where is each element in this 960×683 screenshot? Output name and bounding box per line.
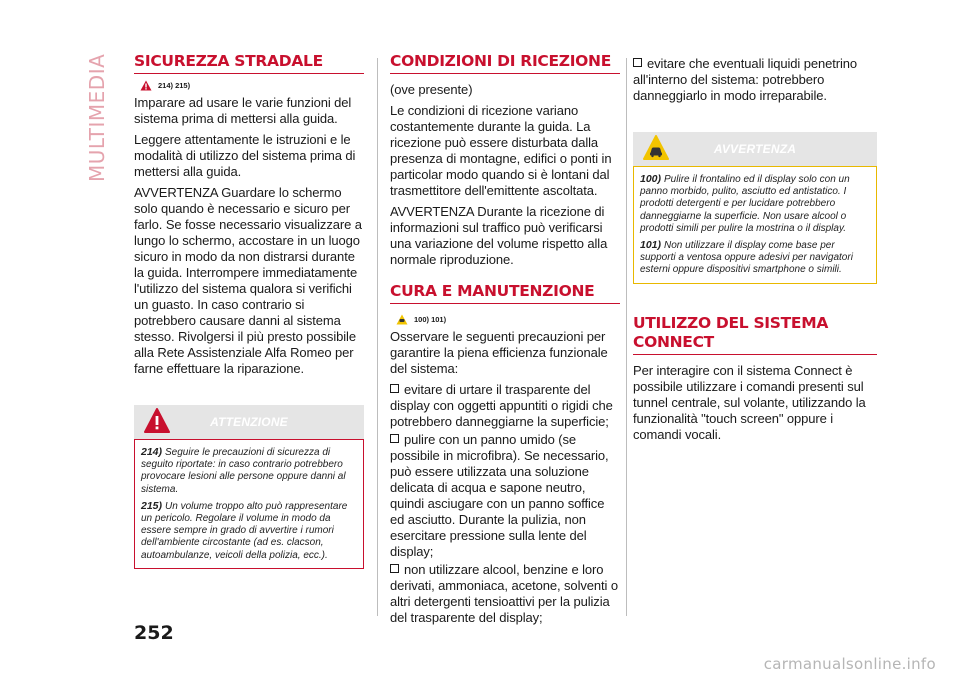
paragraph: Leggere attentamente le istruzioni e le modalità di utilizzo del sistema prima di mettersi alla guida. <box>134 132 356 179</box>
heading-reception-conditions: CONDIZIONI DI RICEZIONE <box>390 52 620 74</box>
heading-care-maintenance: CURA E MANUTENZIONE <box>390 282 620 304</box>
paragraph: AVVERTENZA Guardare lo schermo solo quando è necessario e sicuro per farlo. Se fosse necessario visualizzare a lungo lo schermo, accostare in un luogo sicuro in modo da non distrarsi durante la guida. Interrompere immediatamente l'utilizzo del sistema qualora si verifichi un guasto. In caso contrario si potrebbero causare danni al sistema stesso. Rivolgersi il più presto possibile alla Rete Assistenziale Alfa Romeo per farne effettuare la riparazione. <box>134 185 362 376</box>
ref-numbers: 100) 101) <box>414 315 447 324</box>
notice-item-number: 101) <box>640 239 662 252</box>
warning-item-number: 215) <box>141 499 163 512</box>
bullet-item <box>633 56 877 104</box>
bullet-item <box>390 382 620 430</box>
warning-item-text: Seguire le precauzioni di sicurezza di seguito riportate: in caso contrario potrebbero provocare lesioni alle persone oppure danni al sistema. <box>141 447 346 495</box>
bullet-square-icon <box>390 564 399 573</box>
notice-box-header <box>633 132 877 166</box>
car-warning-icon <box>396 314 408 325</box>
notice-item <box>640 239 868 277</box>
bullet-text: evitare che eventuali liquidi penetrino all'interno del sistema: potrebbero danneggiarlo in modo irreparabile. <box>633 56 858 103</box>
notice-item-text: Non utilizzare il display come base per supporti a ventosa oppure adesivi per navigatori esterni oppure dispositivi smartphone o simili. <box>640 240 853 276</box>
ref-numbers: 214) 215) <box>158 81 191 90</box>
column-connect <box>633 52 877 448</box>
warning-triangle-icon <box>140 80 152 91</box>
paragraph: Le condizioni di ricezione variano costantemente durante la guida. La ricezione può essere disturbata dalla presenza di montagne, edifici o ponti in particolar modo quando si è lontani dal trasmettitore dell'emittente ascoltata. <box>390 103 612 198</box>
paragraph: Imparare ad usare le varie funzioni del sistema prima di mettersi alla guida. <box>134 95 352 126</box>
ref-markers <box>140 80 364 91</box>
paragraph: (ove presente) <box>390 82 473 97</box>
warning-item-text: Un volume troppo alto può rappresentare un pericolo. Regolare il volume in modo da essere sempre in grado di avvertire i rumori dell'ambiente circostante (ad es. clacson, autoambulanze, veicoli della polizia, ecc.). <box>141 500 348 561</box>
warning-item <box>141 500 355 562</box>
bullet-item <box>390 562 620 626</box>
paragraph: Per interagire con il sistema Connect è possibile utilizzare i comandi presenti sul tunnel centrale, sul volante, utilizzando la funzionalità "touch screen" oppure i comandi vocali. <box>633 362 866 442</box>
notice-box-title: AVVERTENZA <box>713 142 797 156</box>
warning-item-number: 214) <box>141 446 163 458</box>
paragraph: Osservare le seguenti precauzioni per garantire la piena efficienza funzionale del sistema: <box>390 329 608 376</box>
side-tab-label: MULTIMEDIA <box>85 53 109 182</box>
side-tab-svg <box>82 46 112 186</box>
heading-connect-system: UTILIZZO DEL SISTEMA CONNECT <box>633 314 877 355</box>
heading-road-safety: SICUREZZA STRADALE <box>134 52 364 74</box>
bullet-text: evitare di urtare il trasparente del display con oggetti appuntiti o rigidi che potrebbero danneggiarne la superficie; <box>390 382 613 429</box>
paragraph: AVVERTENZA Durante la ricezione di informazioni sul traffico può verificarsi una variazione del volume rispetto alla normale riproduzione. <box>390 204 608 267</box>
column-safety <box>134 52 364 569</box>
notice-item-number: 100) <box>640 173 662 185</box>
bullet-square-icon <box>390 384 399 393</box>
warning-item <box>141 446 355 496</box>
warning-box-title: ATTENZIONE <box>210 415 288 429</box>
page-number: 252 <box>134 622 174 644</box>
column-divider <box>626 58 627 616</box>
bullet-text: pulire con un panno umido (se possibile in microfibra). Se necessario, può essere utilizzata una soluzione delicata di acqua e sapone neutro, quindi asciugare con un panno soffice ed asciutto. Durante la pulizia, non esercitare pressione sulla lente del display; <box>390 432 609 559</box>
section-side-tab <box>82 46 112 186</box>
bullet-square-icon <box>633 58 642 67</box>
column-reception-care <box>390 52 620 631</box>
bullet-item <box>390 432 620 560</box>
column-divider <box>377 58 378 616</box>
ref-markers <box>396 314 620 325</box>
bullet-text: non utilizzare alcool, benzine e loro derivati, ammoniaca, acetone, solventi o altri detergenti tensioattivi per la pulizia del trasparente del display; <box>390 562 618 625</box>
notice-box-body <box>633 166 877 284</box>
notice-item <box>640 173 868 235</box>
warning-box-header <box>134 405 364 439</box>
warning-box-body <box>134 439 364 569</box>
bullet-square-icon <box>390 434 399 443</box>
watermark: carmanualsonline.info <box>763 655 936 673</box>
notice-item-text: Pulire il frontalino ed il display solo con un panno morbido, pulito, asciutto ed antistatico. I prodotti detergenti e per lucidare potrebbero danneggiarne la superficie. Non usare alcool o prodotti simili per pulire la mostrina o il display. <box>640 174 850 234</box>
